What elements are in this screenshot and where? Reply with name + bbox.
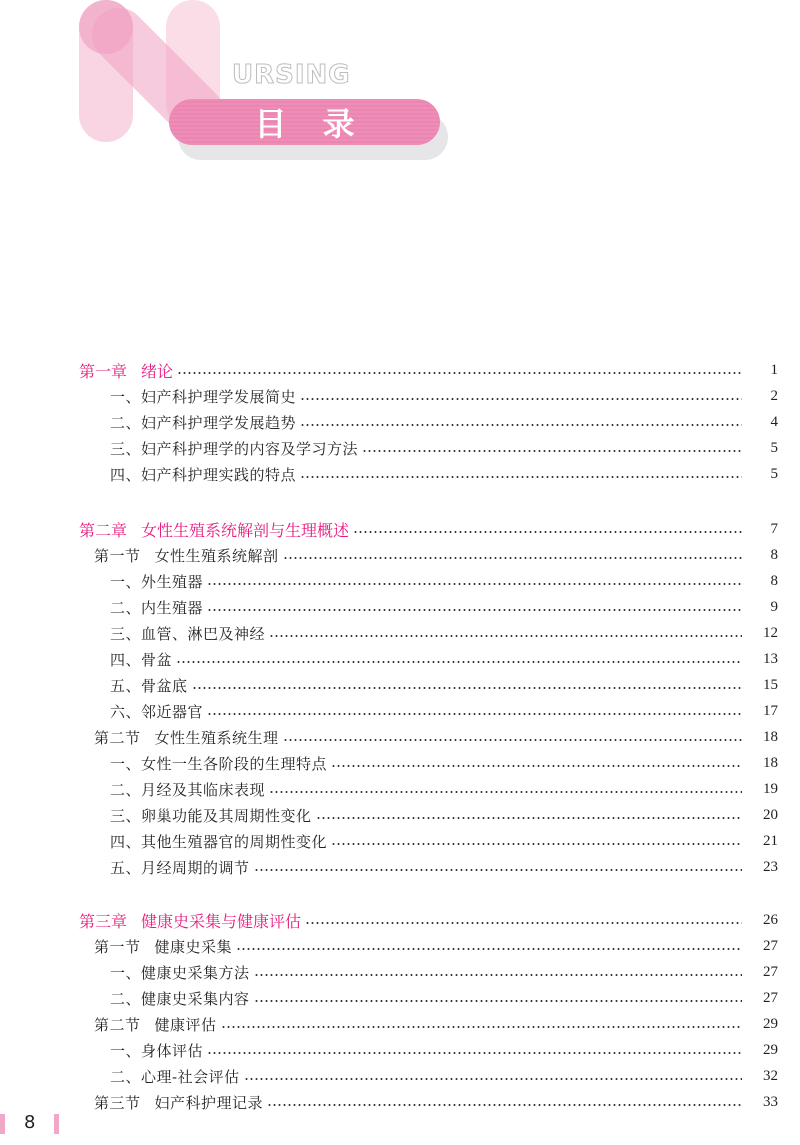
dot-leader <box>353 531 742 533</box>
toc-entry-title: 女性生殖系统解剖与生理概述 <box>141 520 350 540</box>
dot-leader <box>331 765 742 767</box>
toc-page-number: 8 <box>770 572 778 589</box>
toc-page-number: 1 <box>770 361 778 378</box>
toc-page-number: 32 <box>763 1067 778 1084</box>
toc-entry-label: 五、月经周期的调节 <box>110 858 250 877</box>
toc-entry-label <box>94 545 279 566</box>
toc-page-number: 13 <box>763 650 778 667</box>
dot-leader <box>269 791 742 793</box>
toc-page-number: 29 <box>763 1041 778 1058</box>
toc-entry-item[interactable] <box>0 752 800 774</box>
toc-entry-item[interactable] <box>0 987 800 1009</box>
toc-entry-title: 健康评估 <box>154 1015 217 1034</box>
toc-entry-title: 女性生殖系统生理 <box>154 728 279 747</box>
toc-page-number: 29 <box>763 1015 778 1032</box>
dot-leader <box>254 869 742 871</box>
toc-entry-item[interactable] <box>0 856 800 878</box>
toc-entry-section[interactable] <box>0 726 800 748</box>
toc-entry-label: 一、外生殖器 <box>110 572 204 591</box>
footer-right-bar <box>54 1114 59 1134</box>
dot-leader <box>207 583 742 585</box>
dot-leader <box>362 450 742 452</box>
toc-page-number: 27 <box>763 937 778 954</box>
title-pill <box>169 99 440 145</box>
toc-entry-section[interactable] <box>0 544 800 566</box>
toc-entry-chapter[interactable] <box>0 359 800 381</box>
toc-entry-section[interactable] <box>0 1091 800 1113</box>
toc-entry-number: 第一节 <box>94 937 141 956</box>
dot-leader <box>267 1104 742 1106</box>
toc-entry-number: 第二节 <box>94 1015 141 1034</box>
dot-leader <box>176 661 742 663</box>
toc-page-number: 5 <box>770 439 778 456</box>
toc-entry-item[interactable] <box>0 961 800 983</box>
toc-entry-item[interactable] <box>0 463 800 485</box>
toc-page-number: 9 <box>770 598 778 615</box>
toc-entry-item[interactable] <box>0 570 800 592</box>
toc-entry-label <box>94 1014 217 1035</box>
toc-entry-section[interactable] <box>0 935 800 957</box>
dot-leader <box>207 713 742 715</box>
dot-leader <box>283 739 742 741</box>
dot-leader <box>177 372 742 374</box>
dot-leader <box>236 948 742 950</box>
toc-entry-number: 第三节 <box>94 1093 141 1112</box>
toc-entry-label: 五、骨盆底 <box>110 676 188 695</box>
dot-leader <box>254 974 742 976</box>
dot-leader <box>244 1078 742 1080</box>
toc-entry-label: 一、身体评估 <box>110 1041 204 1060</box>
dot-leader <box>207 609 742 611</box>
toc-entry-chapter[interactable] <box>0 909 800 931</box>
toc-entry-label <box>79 909 301 932</box>
toc-entry-label: 三、妇产科护理学的内容及学习方法 <box>110 439 359 458</box>
toc-entry-label <box>94 727 279 748</box>
toc-entry-label: 二、心理-社会评估 <box>110 1067 240 1086</box>
toc-entry-label: 一、健康史采集方法 <box>110 963 250 982</box>
toc-entry-title: 健康史采集与健康评估 <box>141 911 302 931</box>
toc-page-number: 18 <box>763 728 778 745</box>
dot-leader <box>192 687 742 689</box>
nursing-logo-graphic <box>0 0 480 170</box>
toc-entry-item[interactable] <box>0 1065 800 1087</box>
dot-leader <box>331 843 742 845</box>
toc-page-number: 17 <box>763 702 778 719</box>
toc-entry-section[interactable] <box>0 1013 800 1035</box>
toc-entry-label: 一、妇产科护理学发展简史 <box>110 387 297 406</box>
toc-entry-item[interactable] <box>0 700 800 722</box>
toc-entry-item[interactable] <box>0 778 800 800</box>
toc-entry-title: 健康史采集 <box>154 937 233 956</box>
toc-page-number: 5 <box>770 465 778 482</box>
dot-leader <box>254 1000 742 1002</box>
dot-leader <box>300 476 742 478</box>
toc-entry-item[interactable] <box>0 385 800 407</box>
toc-entry-label: 六、邻近器官 <box>110 702 204 721</box>
toc-page-number: 2 <box>770 387 778 404</box>
toc-entry-item[interactable] <box>0 674 800 696</box>
page-footer <box>0 1112 120 1138</box>
toc-entry-label: 二、妇产科护理学发展趋势 <box>110 413 297 432</box>
toc-entry-label: 四、妇产科护理实践的特点 <box>110 465 297 484</box>
toc-entry-item[interactable] <box>0 411 800 433</box>
toc-entry-label: 四、骨盆 <box>110 650 173 669</box>
toc-entry-item[interactable] <box>0 804 800 826</box>
dot-leader <box>221 1026 742 1028</box>
toc-entry-title: 妇产科护理记录 <box>154 1093 264 1112</box>
toc-page-number: 27 <box>763 989 778 1006</box>
toc-entry-label: 一、女性一生各阶段的生理特点 <box>110 754 328 773</box>
toc-page-number: 4 <box>770 413 778 430</box>
toc-entry-label: 三、卵巢功能及其周期性变化 <box>110 806 312 825</box>
toc-page-number: 26 <box>763 911 778 928</box>
toc-page-number: 12 <box>763 624 778 641</box>
toc-entry-label: 二、健康史采集内容 <box>110 989 250 1008</box>
toc-entry-item[interactable] <box>0 622 800 644</box>
dot-leader <box>269 635 742 637</box>
dot-leader <box>207 1052 742 1054</box>
toc-page-number: 33 <box>763 1093 778 1110</box>
toc-entry-title: 女性生殖系统解剖 <box>154 546 279 565</box>
toc-page-number: 21 <box>763 832 778 849</box>
toc-entry-label <box>94 1092 263 1113</box>
toc-entry-label <box>79 518 349 541</box>
toc-entry-label <box>79 359 173 382</box>
footer-left-bar <box>0 1114 5 1134</box>
dot-leader <box>283 557 742 559</box>
toc-page-number: 23 <box>763 858 778 875</box>
toc-entry-number: 第三章 <box>79 911 128 931</box>
toc-entry-item[interactable] <box>0 596 800 618</box>
page-number: 8 <box>24 1112 36 1133</box>
toc-page-number: 27 <box>763 963 778 980</box>
dot-leader <box>300 424 742 426</box>
toc-entry-label: 二、月经及其临床表现 <box>110 780 266 799</box>
toc-entry-item[interactable] <box>0 1039 800 1061</box>
toc-entry-label: 三、血管、淋巴及神经 <box>110 624 266 643</box>
logo-ursing-text: URSING <box>232 60 351 90</box>
toc-entry-label <box>94 936 232 957</box>
toc-page-number: 8 <box>770 546 778 563</box>
toc-entry-number: 第二节 <box>94 728 141 747</box>
toc-page-number: 18 <box>763 754 778 771</box>
toc-entry-item[interactable] <box>0 648 800 670</box>
toc-page-number: 19 <box>763 780 778 797</box>
toc-page-number: 15 <box>763 676 778 693</box>
toc-entry-item[interactable] <box>0 830 800 852</box>
dot-leader <box>300 398 742 400</box>
dot-leader <box>305 922 742 924</box>
toc-entry-item[interactable] <box>0 437 800 459</box>
toc-entry-chapter[interactable] <box>0 518 800 540</box>
toc-entry-title: 绪论 <box>141 361 174 381</box>
toc-page-number: 7 <box>770 520 778 537</box>
toc-entry-number: 第一节 <box>94 546 141 565</box>
toc-entry-number: 第二章 <box>79 520 128 540</box>
toc-page-number: 20 <box>763 806 778 823</box>
page-title: 目录 <box>254 105 391 143</box>
toc-entry-label: 四、其他生殖器官的周期性变化 <box>110 832 328 851</box>
dot-leader <box>316 817 742 819</box>
toc-entry-number: 第一章 <box>79 361 128 381</box>
toc-entry-label: 二、内生殖器 <box>110 598 204 617</box>
